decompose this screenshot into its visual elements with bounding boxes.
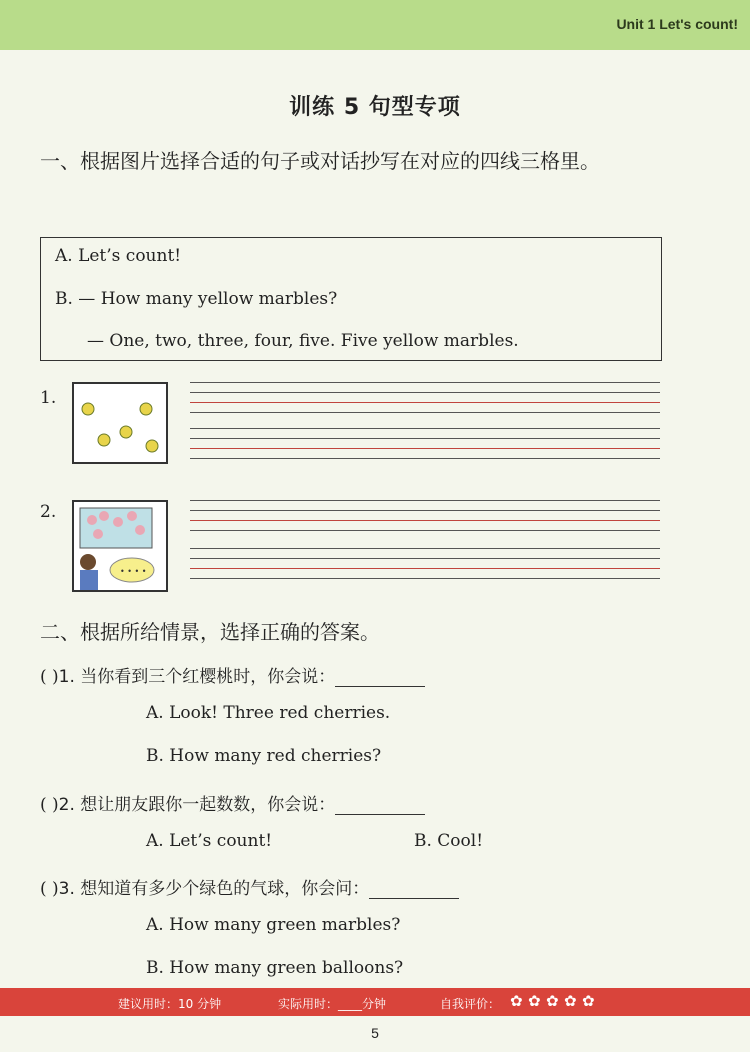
choice-3a[interactable]: A. How many green marbles?	[146, 915, 401, 935]
flower-icon[interactable]: ✿	[564, 992, 577, 1010]
flower-icon[interactable]: ✿	[528, 992, 541, 1010]
blank-line-1	[335, 668, 425, 687]
footer-band	[0, 988, 750, 1016]
choice-3b[interactable]: B. How many green balloons?	[146, 958, 404, 978]
question-stem-3: 3. 想知道有多少个绿色的气球，你会问：	[58, 879, 370, 899]
suggested-time: 建议用时：10 分钟	[118, 997, 222, 1011]
counting-picture	[72, 500, 168, 592]
answer-paren-2[interactable]: ( )	[40, 795, 59, 815]
writing-lines-1[interactable]	[190, 382, 660, 462]
page-number: 5	[371, 1025, 379, 1041]
question-stem-1: 1. 当你看到三个红樱桃时，你会说：	[58, 667, 336, 687]
option-b-answer: — One, two, three, four, five. Five yellow marbles.	[87, 331, 519, 351]
mc-question-1	[40, 662, 425, 687]
actual-time: 实际用时：____分钟	[278, 997, 387, 1011]
question-stem-2: 2. 想让朋友跟你一起数数，你会说：	[58, 795, 336, 815]
question-1-number: 1.	[40, 388, 57, 408]
section1-heading: 一、根据图片选择合适的句子或对话抄写在对应的四线三格里。	[40, 149, 600, 173]
self-eval-stars[interactable]	[510, 993, 600, 1009]
yellow-marbles-icon	[74, 384, 166, 462]
choice-2a[interactable]: A. Let’s count!	[146, 831, 273, 851]
blank-line-3	[369, 880, 459, 899]
answer-paren-1[interactable]: ( )	[40, 667, 59, 687]
mc-question-3	[40, 874, 459, 899]
self-eval-label: 自我评价：	[440, 997, 501, 1011]
option-box	[40, 237, 662, 361]
flower-icon[interactable]: ✿	[582, 992, 595, 1010]
flower-icon[interactable]: ✿	[546, 992, 559, 1010]
answer-paren-3[interactable]: ( )	[40, 879, 59, 899]
child-counting-icon	[74, 502, 166, 590]
flower-icon[interactable]: ✿	[510, 992, 523, 1010]
option-a: A. Let’s count!	[55, 246, 182, 266]
choice-1a[interactable]: A. Look! Three red cherries.	[146, 703, 391, 723]
page-title: 训练 5 句型专项	[289, 95, 461, 120]
choice-2b[interactable]: B. Cool!	[414, 831, 484, 851]
unit-label: Unit 1 Let's count!	[616, 16, 738, 32]
marbles-picture	[72, 382, 168, 464]
mc-question-2	[40, 790, 425, 815]
svg-text:• • • •: • • • •	[120, 567, 147, 576]
question-2-number: 2.	[40, 502, 57, 522]
choice-1b[interactable]: B. How many red cherries?	[146, 746, 382, 766]
writing-lines-2[interactable]	[190, 500, 660, 586]
section2-heading: 二、根据所给情景，选择正确的答案。	[40, 620, 380, 644]
blank-line-2	[335, 796, 425, 815]
option-b-question: B. — How many yellow marbles?	[55, 289, 338, 309]
